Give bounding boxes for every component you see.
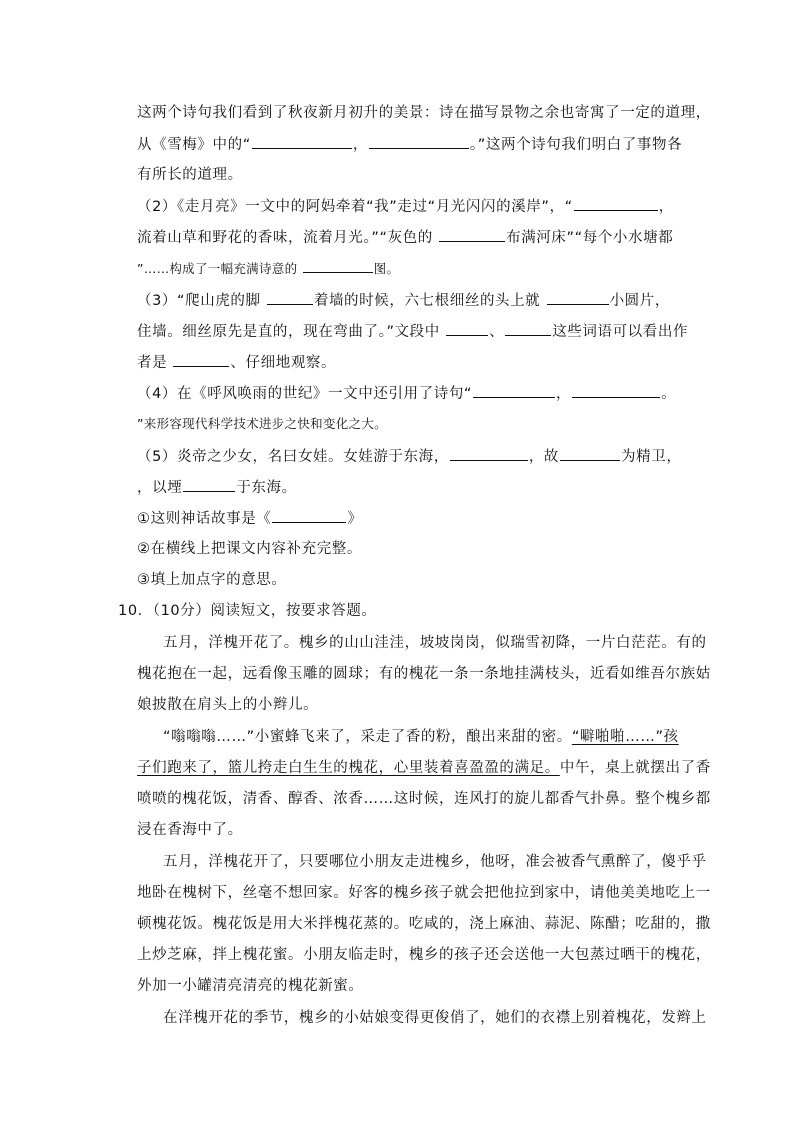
text-line	[137, 134, 682, 155]
text-line	[137, 383, 676, 404]
text-segment: 从《雪梅》中的“	[137, 137, 251, 153]
text-segment: 布满河床”“每个小水塘都	[506, 230, 674, 246]
text-line: 这两个诗句我们看到了秋夜新月初升的美景：诗在描写景物之余也寄寓了一定的道理，	[137, 105, 711, 121]
text-segment: “嗡嗡嗡……”小蜜蜂飞来了，采走了香的粉，酿出来甜的密。	[163, 729, 572, 745]
text-segment: 小圆片，	[609, 293, 670, 309]
paragraph-line: 在洋槐开花的季节，槐乡的小姑娘变得更俊俏了，她们的衣襟上别着槐花，发辫上	[163, 1010, 707, 1026]
answer-blank[interactable]	[303, 258, 373, 273]
answer-blank[interactable]	[574, 196, 658, 211]
answer-blank[interactable]	[183, 477, 235, 492]
text-segment: 于东海。	[236, 480, 297, 496]
text-line: ”来形容现代科学技术进步之快和变化之大。	[137, 416, 387, 431]
text-segment: ”……构成了一幅充满诗意的	[137, 261, 302, 276]
answer-blank[interactable]	[505, 321, 551, 336]
paragraph-line: 外加一小罐清亮清亮的槐花新蜜。	[137, 978, 364, 994]
text-line	[137, 196, 674, 217]
answer-blank[interactable]	[369, 134, 469, 149]
text-line	[137, 477, 297, 498]
text-line	[137, 258, 399, 279]
text-line	[137, 290, 670, 311]
text-segment: 。	[661, 386, 677, 402]
paragraph-line: 喷喷的槐花饭，清香、醇香、浓香……这时候，连风打的旋儿都香气扑鼻。整个槐乡都	[137, 791, 711, 807]
text-line	[137, 227, 673, 248]
answer-blank[interactable]	[572, 383, 660, 398]
text-segment: 中午，桌上就摆出了香	[559, 760, 711, 776]
answer-blank[interactable]	[267, 290, 313, 305]
text-segment: （5）炎帝之少女，名曰女娃。女娃游于东海，	[137, 449, 449, 465]
paragraph-line: 五月，洋槐开花了。槐乡的山山洼洼，坡坡岗岗，似瑞雪初降，一片白茫茫。有的	[163, 635, 707, 651]
answer-blank[interactable]	[446, 321, 488, 336]
text-segment: 、仔细地观察。	[230, 355, 337, 371]
text-line	[137, 321, 688, 342]
answer-blank[interactable]	[547, 290, 609, 305]
paragraph-line	[163, 727, 679, 747]
paragraph-line: 地卧在槐树下，丝毫不想回家。好客的槐乡孩子就会把他拉到家中，请他美美地吃上一	[137, 885, 711, 901]
paragraph-line: 上炒芝麻，拌上槐花蜜。小朋友临走时，槐乡的孩子还会送他一大包蒸过晒干的槐花，	[137, 947, 711, 963]
answer-blank[interactable]	[560, 446, 620, 461]
paragraph-line: 槐花抱在一起，远看像玉雕的圆球；有的槐花一条一条地挂满枝头，近看如维吾尔族姑	[137, 666, 711, 682]
answer-blank[interactable]	[252, 134, 352, 149]
text-line: 有所长的道理。	[137, 167, 243, 183]
underlined-sentence: “噼啪啪……”孩	[571, 729, 679, 745]
text-segment: ，以堙	[137, 480, 183, 496]
paragraph-line: 浸在香海中了。	[137, 822, 243, 838]
answer-blank[interactable]	[450, 446, 528, 461]
text-line	[137, 446, 681, 467]
underlined-sentence: 子们跑来了，篮儿挎走白生生的槐花，心里装着喜盈盈的满足。	[137, 760, 560, 776]
answer-blank[interactable]	[473, 383, 555, 398]
paragraph-line: 娘披散在肩头上的小辫儿。	[137, 697, 319, 713]
answer-blank[interactable]	[272, 508, 346, 523]
text-segment: ①这则神话故事是《	[137, 511, 272, 527]
text-line: ③填上加点字的意思。	[137, 572, 287, 588]
text-segment: ，	[352, 137, 368, 153]
text-segment: 、	[489, 324, 505, 340]
paragraph-line	[137, 758, 711, 778]
text-line: ②在横线上把课文内容补充完整。	[137, 541, 362, 557]
text-segment: 着墙的时候，六七根细丝的头上就	[313, 293, 546, 309]
text-segment: 为精卫，	[621, 449, 682, 465]
text-segment: 》	[347, 511, 363, 527]
text-segment: ，	[556, 386, 572, 402]
paragraph-line: 顿槐花饭。槐花饭是用大米拌槐花蒸的。吃咸的，浇上麻油、蒜泥、陈醋；吃甜的，撒	[137, 916, 711, 932]
text-segment: 住墙。细丝原先是直的，现在弯曲了。”文段中	[137, 324, 446, 340]
text-segment: （4）在《呼风唤雨的世纪》一文中还引用了诗句“	[137, 386, 473, 402]
text-line	[137, 352, 336, 373]
answer-blank[interactable]	[439, 227, 505, 242]
text-segment: 流着山草和野花的香味，流着月光。”“灰色的	[137, 230, 439, 246]
text-segment: 图。	[373, 261, 400, 276]
paragraph-line: 五月，洋槐花开了，只要哪位小朋友走进槐乡，他呀，准会被香气熏醉了，傻乎乎	[163, 854, 707, 870]
question-heading: 10．（10分）阅读短文，按要求答题。	[118, 603, 377, 619]
text-segment: 这些词语可以看出作	[552, 324, 689, 340]
text-line	[137, 508, 363, 529]
text-segment: ，故	[528, 449, 560, 465]
text-segment: ，	[658, 199, 674, 215]
answer-blank[interactable]	[173, 352, 229, 367]
text-segment: 。”这两个诗句我们明白了事物各	[469, 137, 683, 153]
text-segment: （3）“爬山虎的脚	[137, 293, 266, 309]
text-segment: 者是	[137, 355, 173, 371]
text-segment: （2）《走月亮》一文中的阿妈牵着“我”走过“月光闪闪的溪岸”，“	[137, 199, 573, 215]
